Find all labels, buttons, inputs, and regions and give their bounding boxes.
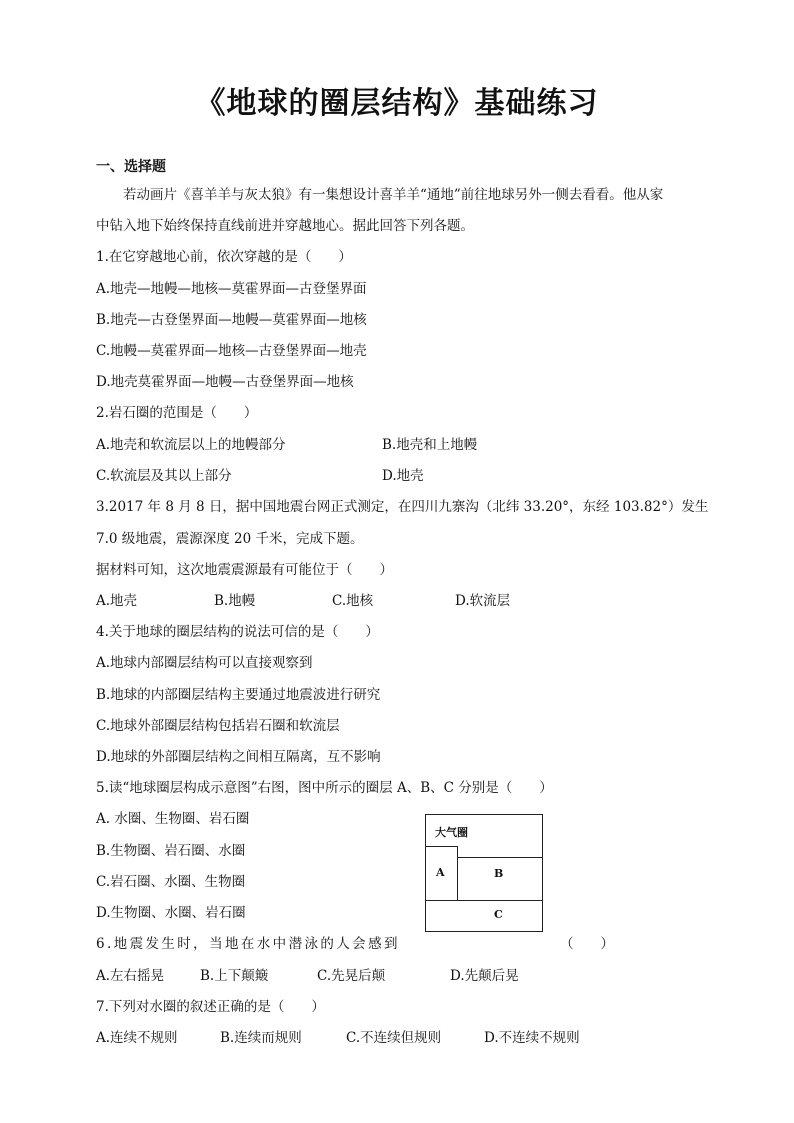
- question-7-option-c: C.不连续但规则: [346, 1030, 442, 1046]
- diagram-label-b: B: [494, 867, 504, 880]
- question-2-stem: 2.岩石圈的范围是（ ）: [96, 405, 258, 421]
- question-4-option-d: D.地球的外部圈层结构之间相互隔离，互不影响: [96, 749, 381, 765]
- question-6-option-d: D.先颠后晃: [450, 968, 519, 984]
- question-4-stem: 4.关于地球的圈层结构的说法可信的是（ ）: [96, 624, 379, 640]
- section-heading: 一、选择题: [96, 159, 166, 175]
- question-1-option-b: B.地壳—古登堡界面—地幔—莫霍界面—地核: [96, 312, 367, 328]
- earth-spheres-diagram: [425, 814, 543, 932]
- diagram-divider-a-right: [457, 846, 458, 900]
- question-4-option-b: B.地球的内部圈层结构主要通过地震波进行研究: [96, 687, 381, 703]
- question-3-option-d: D.软流层: [455, 593, 511, 609]
- question-6-option-a: A.左右摇晃: [96, 968, 165, 984]
- question-1-stem: 1.在它穿越地心前，依次穿越的是（ ）: [96, 249, 352, 265]
- diagram-divider-a-top: [426, 846, 457, 847]
- question-2-option-a: A.地壳和软流层以上的地幔部分: [96, 437, 286, 453]
- question-1-option-d: D.地壳莫霍界面—地幔—古登堡界面—地核: [96, 374, 354, 390]
- question-1-option-c: C.地幔—莫霍界面—地核—古登堡界面—地壳: [96, 343, 367, 359]
- diagram-label-c: C: [494, 908, 503, 921]
- question-3-option-a: A.地壳: [96, 593, 138, 609]
- intro-line-1: 若动画片《喜羊羊与灰太狼》有一集想设计喜羊羊“通地”前往地球另外一侧去看看。他从家: [123, 187, 664, 203]
- question-5-option-b: B.生物圈、岩石圈、水圈: [96, 843, 246, 859]
- intro-line-2: 中钻入地下始终保持直线前进并穿越地心。据此回答下列各题。: [96, 218, 474, 234]
- diagram-label-atmosphere: 大气圈: [435, 826, 468, 839]
- page-title: 《地球的圈层结构》基础练习: [195, 86, 599, 121]
- question-7-option-a: A.连续不规则: [96, 1030, 178, 1046]
- question-6-option-b: B.上下颠簸: [200, 968, 269, 984]
- question-6-option-c: C.先晃后颠: [317, 968, 386, 984]
- question-1-option-a: A.地壳—地幔—地核—莫霍界面—古登堡界面: [96, 281, 367, 297]
- question-5-stem: 5.读“地球圈层构成示意图”右图，图中所示的圈层 A、B、C 分别是（ ）: [96, 780, 553, 796]
- question-5-option-a: A. 水圈、生物圈、岩石圈: [96, 811, 250, 827]
- question-4-option-a: A.地球内部圈层结构可以直接观察到: [96, 655, 313, 671]
- question-2-option-b: B.地壳和上地幔: [382, 437, 478, 453]
- question-7-option-b: B.连续而规则: [220, 1030, 302, 1046]
- question-6-paren: （ ）: [560, 936, 614, 952]
- question-3-stem-line-3: 据材料可知，这次地震震源最有可能位于（ ）: [96, 562, 393, 578]
- question-2-option-d: D.地壳: [382, 468, 424, 484]
- question-3-option-c: C.地核: [332, 593, 374, 609]
- question-5-option-c: C.岩石圈、水圈、生物圈: [96, 874, 246, 890]
- diagram-divider-b-top: [457, 857, 543, 858]
- question-7-stem: 7.下列对水圈的叙述正确的是（ ）: [96, 999, 325, 1015]
- question-6-stem: 6.地震发生时，当地在水中潜泳的人会感到: [96, 936, 400, 952]
- question-2-option-c: C.软流层及其以上部分: [96, 468, 232, 484]
- diagram-label-a: A: [436, 866, 445, 879]
- question-7-option-d: D.不连续不规则: [484, 1030, 580, 1046]
- question-3-stem-line-1: 3.2017 年 8 月 8 日，据中国地震台网正式测定，在四川九寨沟（北纬 33.20°，东经 103.82°）发生: [96, 499, 709, 515]
- diagram-divider-c-top: [426, 900, 543, 901]
- question-3-stem-line-2: 7.0 级地震，震源深度 20 千米，完成下题。: [96, 531, 364, 547]
- question-4-option-c: C.地球外部圈层结构包括岩石圈和软流层: [96, 718, 340, 734]
- question-3-option-b: B.地幔: [214, 593, 256, 609]
- question-5-option-d: D.生物圈、水圈、岩石圈: [96, 905, 246, 921]
